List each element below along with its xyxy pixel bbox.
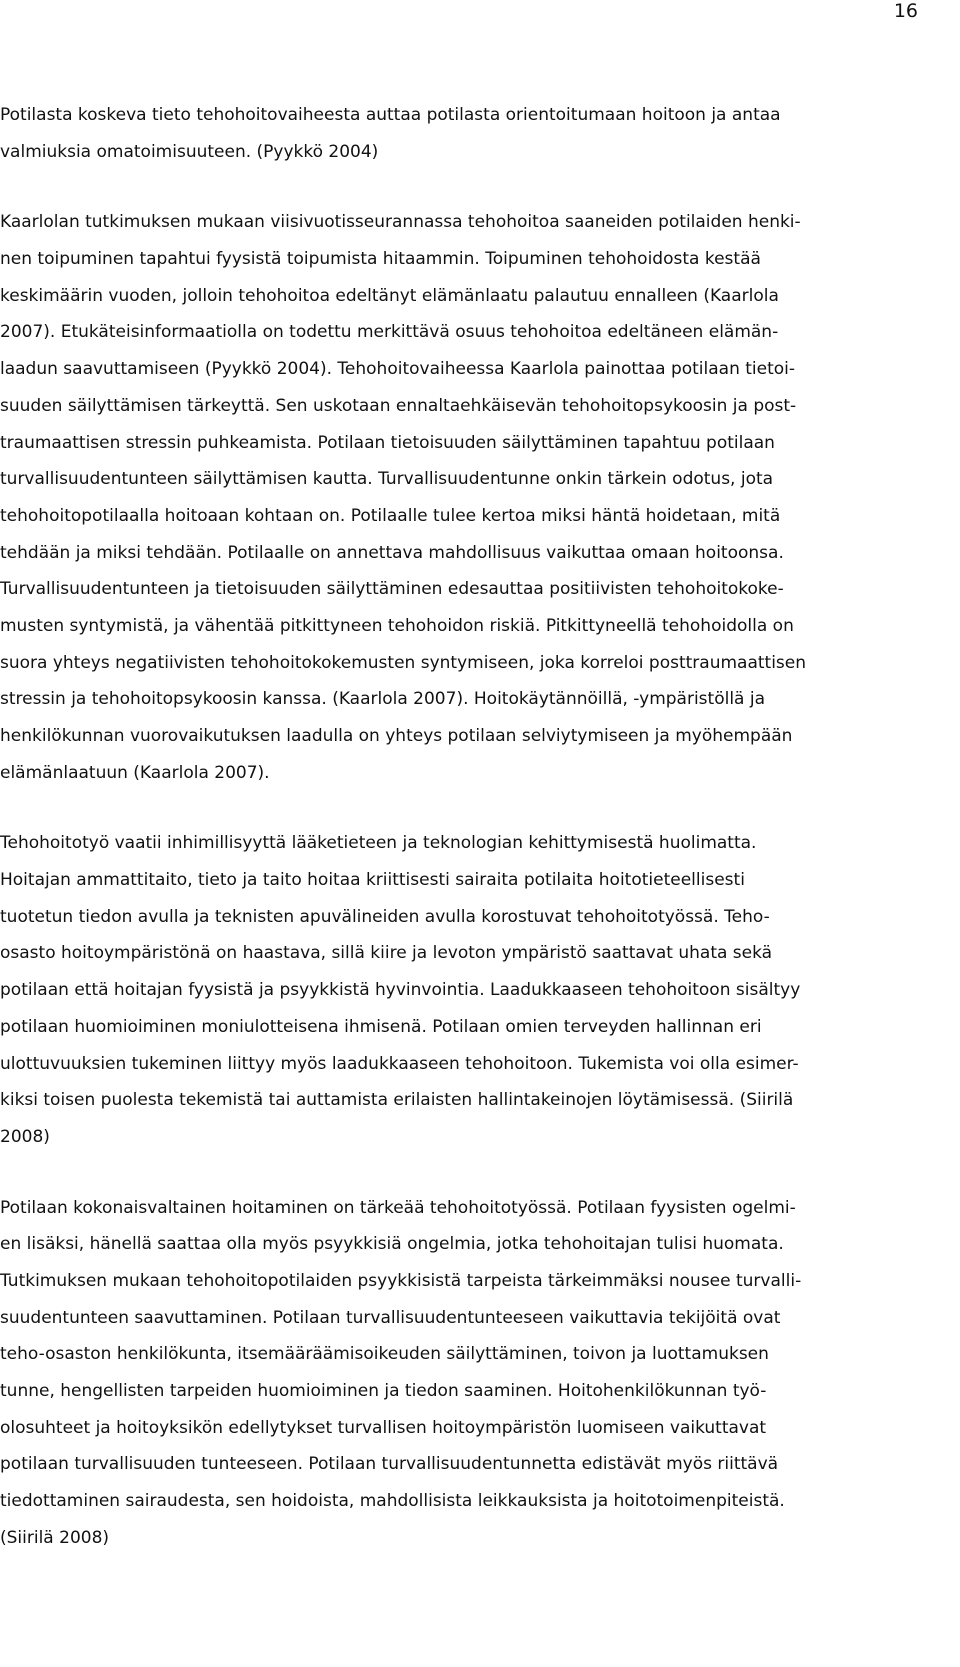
text-line: stressin ja tehohoitopsykoosin kanssa. (Kaarlola 2007). Hoitokäytännöillä, -ympäristöllä ja	[0, 689, 766, 710]
text-line: suudentunteen saavuttaminen. Potilaan turvallisuudentunteeseen vaikuttavia tekijöitä ovat	[0, 1307, 781, 1328]
text-line: tehohoitopotilaalla hoitoaan kohtaan on. Potilaalle tulee kertoa miksi häntä hoidetaan, mitä	[0, 505, 781, 526]
text-line: teho-osaston henkilökunta, itsemääräämisoikeuden säilyttäminen, toivon ja luottamuksen	[0, 1344, 769, 1365]
text-line: valmiuksia omatoimisuuteen. (Pyykkö 2004)	[0, 141, 379, 162]
text-line: 2007). Etukäteisinformaatiolla on todettu merkittävä osuus tehohoitoa edeltäneen elämän-	[0, 322, 779, 343]
text-line: Potilaan kokonaisvaltainen hoitaminen on tärkeää tehohoitotyössä. Potilaan fyysisten ogelmi-	[0, 1197, 796, 1218]
text-line: Hoitajan ammattitaito, tieto ja taito hoitaa kriittisesti sairaita potilaita hoitotieteellisesti	[0, 870, 745, 891]
text-line: potilaan huomioiminen moniulotteisena ihmisenä. Potilaan omien terveyden hallinnan eri	[0, 1016, 762, 1037]
text-line: keskimäärin vuoden, jolloin tehohoitoa edeltänyt elämänlaatu palautuu ennalleen (Kaarlola	[0, 285, 779, 306]
text-line: potilaan turvallisuuden tunteeseen. Potilaan turvallisuudentunnetta edistävät myös riittävä	[0, 1454, 779, 1475]
document-body	[0, 97, 960, 1556]
text-line: ulottuvuuksien tukeminen liittyy myös laadukkaaseen tehohoitoon. Tukemista voi olla esimer-	[0, 1053, 799, 1074]
page-number: 16	[893, 0, 918, 22]
text-line: Tehohoitotyö vaatii inhimillisyyttä lääketieteen ja teknologian kehittymisestä huolimatta.	[0, 833, 757, 854]
text-line: laadun saavuttamiseen (Pyykkö 2004). Tehohoitovaiheessa Kaarlola painottaa potilaan tietoi-	[0, 359, 796, 380]
text-line: tiedottaminen sairaudesta, sen hoidoista, mahdollisista leikkauksista ja hoitotoimenpiteistä.	[0, 1491, 785, 1512]
text-line: Turvallisuudentunteen ja tietoisuuden säilyttäminen edesauttaa positiivisten tehohoitokoke-	[0, 579, 784, 600]
text-line: elämänlaatuun (Kaarlola 2007).	[0, 762, 270, 783]
text-line: Tutkimuksen mukaan tehohoitopotilaiden psyykkisistä tarpeista tärkeimmäksi nousee turvalli-	[0, 1270, 802, 1291]
text-line: traumaattisen stressin puhkeamista. Potilaan tietoisuuden säilyttäminen tapahtuu potilaan	[0, 432, 775, 453]
text-line: Kaarlolan tutkimuksen mukaan viisivuotisseurannassa tehohoitoa saaneiden potilaiden henki-	[0, 212, 801, 233]
paragraph-3	[0, 825, 960, 1155]
text-line: potilaan että hoitajan fyysistä ja psyykkistä hyvinvointia. Laadukkaaseen tehohoitoon sisältyy	[0, 980, 801, 1001]
paragraph-1	[0, 97, 960, 170]
text-line: kiksi toisen puolesta tekemistä tai auttamista erilaisten hallintakeinojen löytämisessä. (Siirilä	[0, 1090, 794, 1111]
text-line: tehdään ja miksi tehdään. Potilaalle on annettava mahdollisuus vaikuttaa omaan hoitoonsa.	[0, 542, 784, 563]
text-line: suora yhteys negatiivisten tehohoitokokemusten syntymiseen, joka korreloi posttraumaattisen	[0, 652, 807, 673]
text-line: suuden säilyttämisen tärkeyttä. Sen uskotaan ennaltaehkäisevän tehohoitopsykoosin ja post-	[0, 395, 797, 416]
text-line: (Siirilä 2008)	[0, 1527, 110, 1548]
paragraph-2	[0, 204, 960, 791]
text-line: musten syntymistä, ja vähentää pitkittyneen tehohoidon riskiä. Pitkittyneellä tehohoidolla on	[0, 615, 794, 636]
text-line: henkilökunnan vuorovaikutuksen laadulla on yhteys potilaan selviytymiseen ja myöhempään	[0, 726, 793, 746]
text-line: osasto hoitoympäristönä on haastava, sillä kiire ja levoton ympäristö saattavat uhata sekä	[0, 943, 773, 964]
text-line: 2008)	[0, 1126, 50, 1147]
paragraph-4	[0, 1190, 960, 1557]
text-line: olosuhteet ja hoitoyksikön edellytykset turvallisen hoitoympäristön luomiseen vaikuttavat	[0, 1417, 767, 1438]
text-line: nen toipuminen tapahtui fyysistä toipumista hitaammin. Toipuminen tehohoidosta kestää	[0, 249, 761, 270]
text-line: en lisäksi, hänellä saattaa olla myös psyykkisiä ongelmia, jotka tehohoitajan tulisi huomata.	[0, 1234, 784, 1255]
text-line: tunne, hengellisten tarpeiden huomioiminen ja tiedon saaminen. Hoitohenkilökunnan työ-	[0, 1381, 767, 1401]
text-line: Potilasta koskeva tieto tehohoitovaiheesta auttaa potilasta orientoitumaan hoitoon ja antaa	[0, 105, 781, 125]
text-line: turvallisuudentunteen säilyttämisen kautta. Turvallisuudentunne onkin tärkein odotus, jota	[0, 469, 774, 490]
text-line: tuotetun tiedon avulla ja teknisten apuvälineiden avulla korostuvat tehohoitotyössä. Teho-	[0, 906, 770, 927]
